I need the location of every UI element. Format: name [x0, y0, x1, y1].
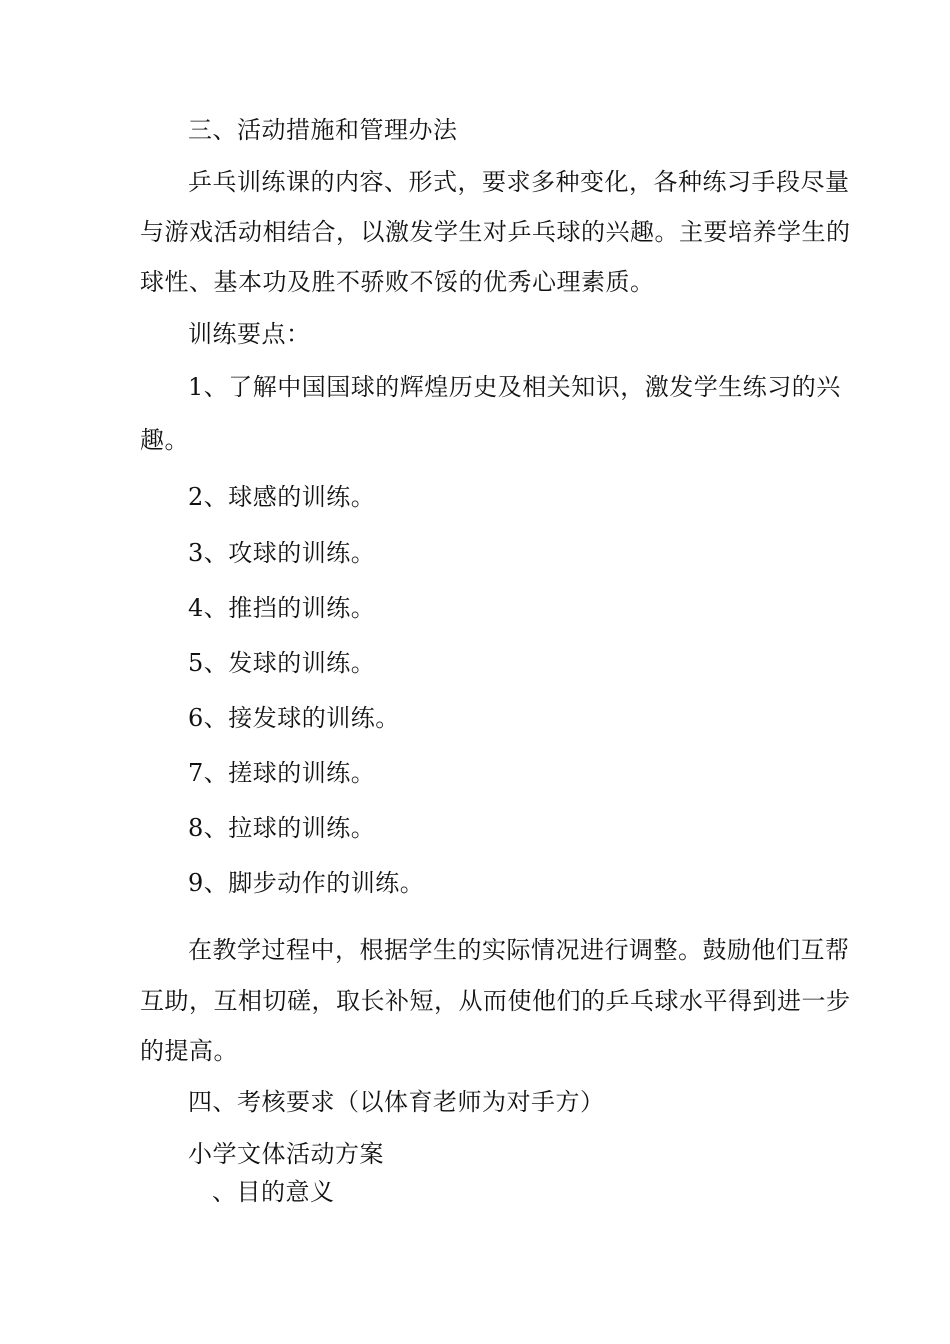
section-heading-3: 三、活动措施和管理办法 — [188, 116, 458, 144]
list-item: 9、脚步动作的训练。 — [188, 869, 425, 897]
paragraph-line: 互助，互相切磋，取长补短，从而使他们的乒乓球水平得到进一步 — [140, 987, 851, 1015]
list-item: 1、了解中国国球的辉煌历史及相关知识，激发学生练习的兴 — [188, 373, 841, 401]
list-item: 2、球感的训练。 — [188, 483, 376, 511]
next-document-title: 小学文体活动方案 — [188, 1140, 384, 1168]
paragraph-line: 与游戏活动相结合，以激发学生对乒乓球的兴趣。主要培养学生的 — [140, 218, 851, 246]
paragraph-line: 乒乓训练课的内容、形式，要求多种变化，各种练习手段尽量 — [188, 168, 850, 196]
list-item: 8、拉球的训练。 — [188, 814, 376, 842]
list-item: 4、推挡的训练。 — [188, 594, 376, 622]
list-item: 5、发球的训练。 — [188, 649, 376, 677]
paragraph-line: 在教学过程中，根据学生的实际情况进行调整。鼓励他们互帮 — [188, 936, 850, 964]
paragraph-line: 球性、基本功及胜不骄败不馁的优秀心理素质。 — [140, 268, 655, 296]
section-heading-4: 四、考核要求（以体育老师为对手方） — [188, 1088, 605, 1116]
list-item: 6、接发球的训练。 — [188, 704, 400, 732]
next-section-heading: 、目的意义 — [212, 1178, 335, 1206]
paragraph-line: 的提高。 — [140, 1037, 238, 1065]
list-item: 7、搓球的训练。 — [188, 759, 376, 787]
points-title: 训练要点： — [188, 320, 311, 348]
list-item: 3、攻球的训练。 — [188, 539, 376, 567]
list-item-continuation: 趣。 — [140, 426, 189, 454]
